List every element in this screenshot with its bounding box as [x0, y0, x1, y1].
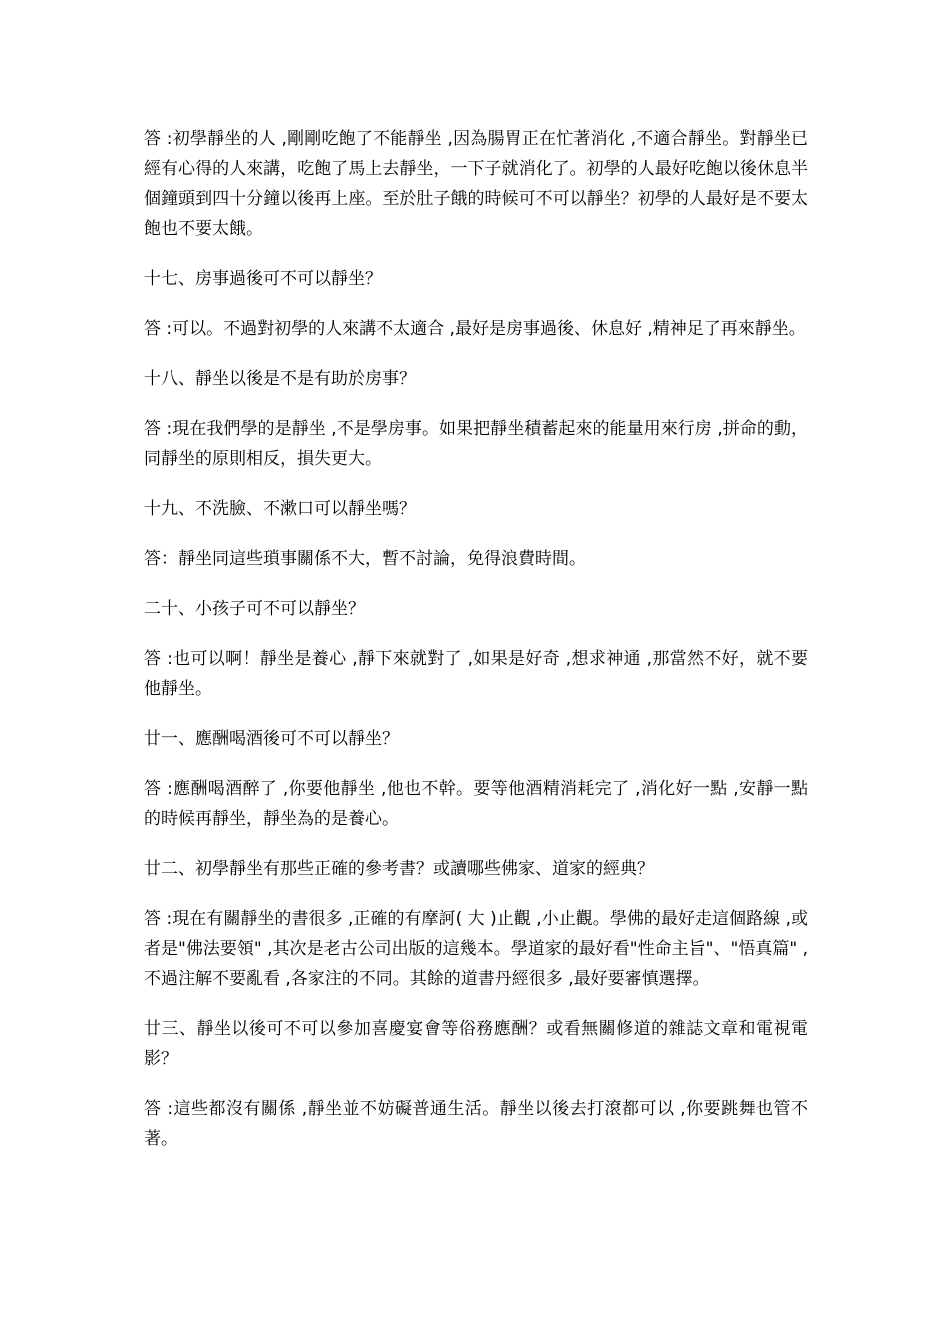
answer-paragraph-22: 答 :現在有關靜坐的書很多 ,正確的有摩訶( 大 )止觀 ,小止觀。學佛的最好走這個路線 ,或者是"佛法要領" ,其次是老古公司出版的這幾本。學道家的最好看"性命主旨"、"悟真篇" ,不過注解不要亂看 ,各家注的不同。其餘的道書丹經很多 ,最好要審慎選擇。	[144, 909, 808, 989]
answer-paragraph-16: 答 :初學靜坐的人 ,剛剛吃飽了不能靜坐 ,因為腸胃正在忙著消化 ,不適合靜坐。對靜坐已經有心得的人來講，吃飽了馬上去靜坐，一下子就消化了。初學的人最好吃飽以後休息半個鐘頭到四十分鐘以後再上座。至於肚子餓的時候可不可以靜坐？初學的人最好是不要太飽也不要太餓。	[144, 129, 808, 239]
question-20: 二十、小孩子可不可以靜坐？	[144, 599, 365, 619]
question-17: 十七、房事過後可不可以靜坐？	[144, 269, 382, 289]
document-page	[144, 124, 808, 1174]
question-23: 廿三、靜坐以後可不可以參加喜慶宴會等俗務應酬？或看無關修道的雜誌文章和電視電影？	[144, 1019, 808, 1069]
answer-paragraph-20: 答 :也可以啊！靜坐是養心 ,靜下來就對了 ,如果是好奇 ,想求神通 ,那當然不好，就不要他靜坐。	[144, 649, 808, 699]
answer-paragraph-21: 答 :應酬喝酒醉了 ,你要他靜坐 ,他也不幹。要等他酒精消耗完了 ,消化好一點 ,安靜一點的時候再靜坐，靜坐為的是養心。	[144, 779, 808, 829]
question-18: 十八、靜坐以後是不是有助於房事？	[144, 369, 416, 389]
answer-paragraph-17: 答 :可以。不過對初學的人來講不太適合 ,最好是房事過後、休息好 ,精神足了再來靜坐。	[144, 319, 806, 339]
answer-paragraph-19: 答：靜坐同這些瑣事關係不大，暫不討論，免得浪費時間。	[144, 549, 586, 569]
question-19: 十九、不洗臉、不漱口可以靜坐嗎？	[144, 499, 416, 519]
question-21: 廿一、應酬喝酒後可不可以靜坐？	[144, 729, 399, 749]
question-22: 廿二、初學靜坐有那些正確的參考書？或讀哪些佛家、道家的經典？	[144, 859, 654, 879]
answer-paragraph-18: 答 :現在我們學的是靜坐 ,不是學房事。如果把靜坐積蓄起來的能量用來行房 ,拼命的動，同靜坐的原則相反，損失更大。	[144, 419, 808, 469]
answer-paragraph-23: 答 :這些都沒有關係 ,靜坐並不妨礙普通生活。靜坐以後去打滾都可以 ,你要跳舞也管不著。	[144, 1099, 808, 1149]
